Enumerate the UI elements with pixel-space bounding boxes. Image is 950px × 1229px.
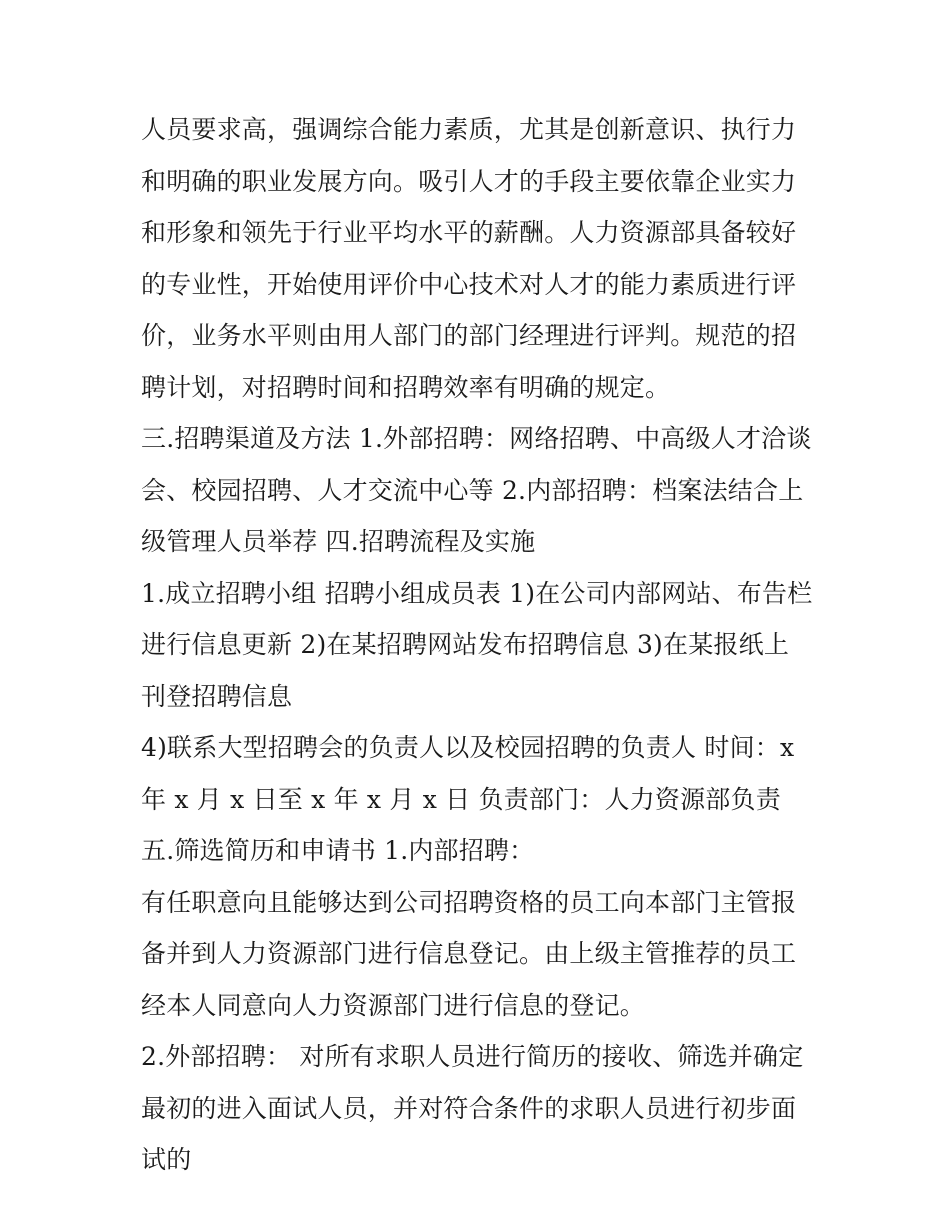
paragraph-recruitment-channels: 三.招聘渠道及方法 1.外部招聘：网络招聘、中高级人才洽谈会、校园招聘、人才交流中心等 2.内部招聘：档案法结合上级管理人员举荐 四.招聘流程及实施	[141, 424, 812, 556]
paragraph-recruitment-team: 1.成立招聘小组 招聘小组成员表 1)在公司内部网站、布告栏进行信息更新 2)在某招聘网站发布招聘信息 3)在某报纸上刊登招聘信息	[141, 578, 813, 711]
paragraph-internal-registration: 有任职意向且能够达到公司招聘资格的员工向本部门主管报备并到人力资源部门进行信息登记。由上级主管推荐的员工经本人同意向人力资源部门进行信息的登记。	[141, 887, 797, 1020]
paragraph-contact-schedule: 4)联系大型招聘会的负责人以及校园招聘的负责人 时间：x 年 x 月 x 日至 x 年 x 月 x 日 负责部门：人力资源部负责 五.筛选简历和申请书 1.内部招聘：	[141, 733, 795, 865]
paragraph-external-recruitment: 2.外部招聘： 对所有求职人员进行简历的接收、筛选并确定最初的进入面试人员，并对符合条件的求职人员进行初步面试的	[141, 1042, 804, 1174]
body-text	[141, 104, 813, 1186]
paragraph-requirements: 人员要求高，强调综合能力素质，尤其是创新意识、执行力和明确的职业发展方向。吸引人才的手段主要依靠企业实力和形象和领先于行业平均水平的薪酬。人力资源部具备较好的专业性，开始使用评价中心技术对人才的能力素质进行评价，业务水平则由用人部门的部门经理进行评判。规范的招聘计划，对招聘时间和招聘效率有明确的规定。	[141, 115, 797, 402]
